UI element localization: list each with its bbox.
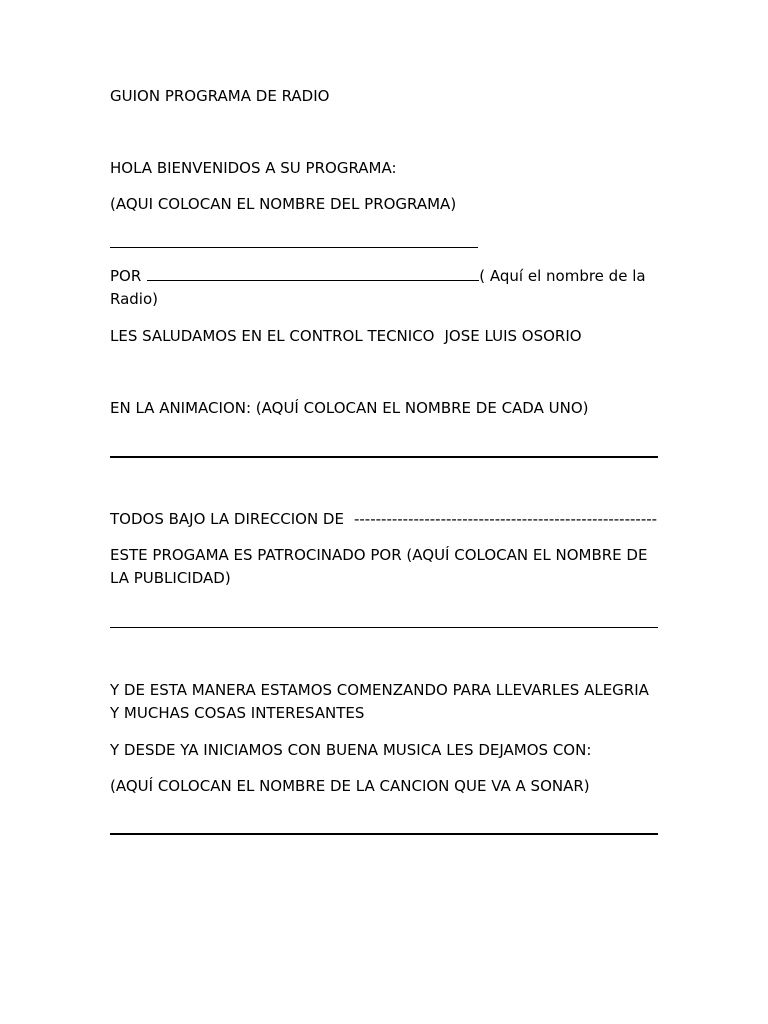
direction-blank: -------------------------------------------------------- [353, 510, 658, 528]
sponsor-blank [110, 627, 658, 628]
song-hint: (AQUÍ COLOCAN EL NOMBRE DE LA CANCION QUE VA A SONAR) [110, 777, 590, 795]
technician-name: JOSE LUIS OSORIO [444, 327, 582, 345]
animation-line: EN LA ANIMACION: (AQUÍ COLOCAN EL NOMBRE DE CADA UNO) [110, 399, 589, 417]
greeting-line: HOLA BIENVENIDOS A SU PROGRAMA: [110, 159, 397, 177]
music-line: Y DESDE YA INICIAMOS CON BUENA MUSICA LES DEJAMOS CON: [110, 741, 592, 759]
song-blank [110, 833, 658, 835]
program-name-hint: (AQUI COLOCAN EL NOMBRE DEL PROGRAMA) [110, 195, 457, 213]
animation-blank [110, 456, 658, 458]
por-label: POR [110, 267, 142, 285]
por-line [110, 265, 658, 311]
sponsor-line: ESTE PROGAMA ES PATROCINADO POR (AQUÍ COLOCAN EL NOMBRE DE LA PUBLICIDAD) [110, 546, 648, 587]
opening-line: Y DE ESTA MANERA ESTAMOS COMENZANDO PARA LLEVARLES ALEGRIA Y MUCHAS COSAS INTERESANTES [110, 681, 649, 722]
direction-line [110, 508, 658, 531]
radio-name-blank [147, 266, 479, 281]
technical-control-line [110, 325, 658, 348]
technical-control-label: LES SALUDAMOS EN EL CONTROL TECNICO [110, 327, 435, 345]
document-title: GUION PROGRAMA DE RADIO [110, 87, 330, 105]
direction-label: TODOS BAJO LA DIRECCION DE [110, 510, 344, 528]
program-name-blank [110, 247, 478, 248]
por-hint: ( Aquí el nombre de la Radio) [110, 267, 646, 308]
